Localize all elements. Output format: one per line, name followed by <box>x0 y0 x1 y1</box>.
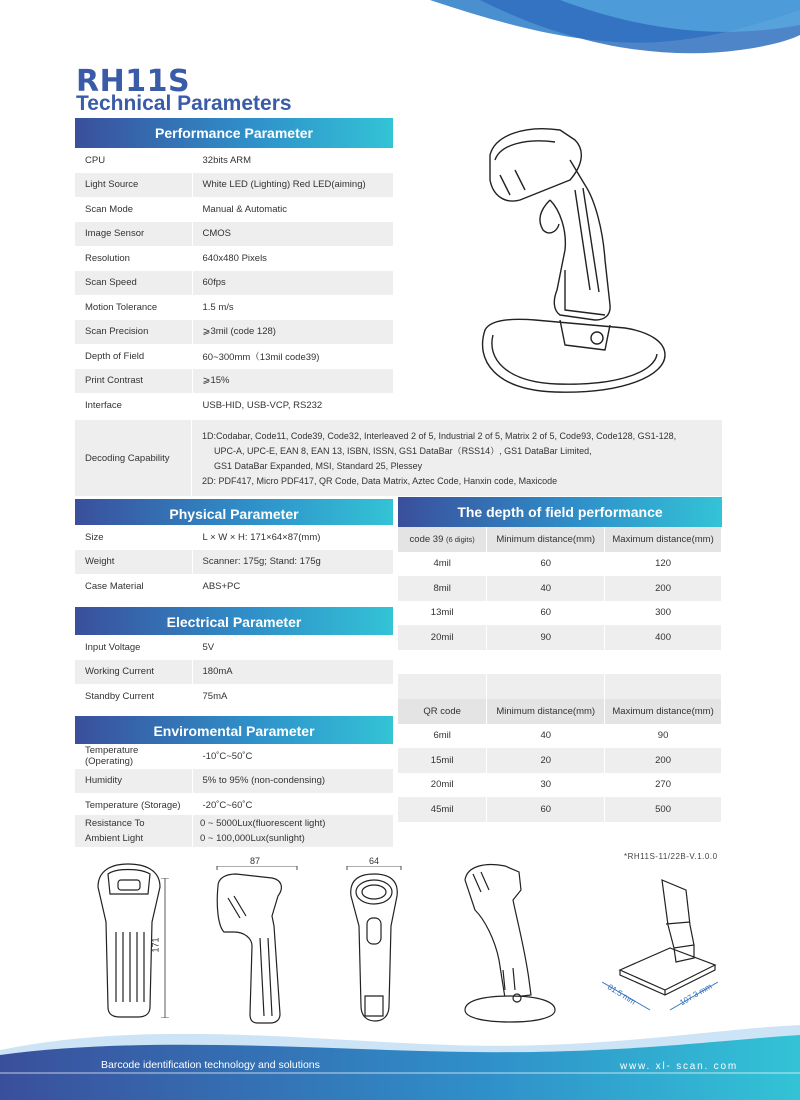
dof-code39-cell-c3: 300 <box>605 601 722 626</box>
performance-table <box>75 148 393 418</box>
electrical-label: Working Current <box>75 660 192 685</box>
electrical-value: 5V <box>192 635 393 660</box>
performance-value: White LED (Lighting) Red LED(aiming) <box>192 173 393 198</box>
dof-qr-header-c3: Maximum distance(mm) <box>605 699 722 724</box>
dof-code39-header-c1 <box>398 527 487 552</box>
performance-value: 1.5 m/s <box>192 295 393 320</box>
dof-qr-row <box>398 773 722 798</box>
dof-qr-header-c2: Minimum distance(mm) <box>487 699 605 724</box>
performance-value: 60fps <box>192 271 393 296</box>
dof-qr-empty-cell <box>487 822 605 847</box>
dof-code39-cell-c1: 4mil <box>398 552 487 577</box>
environmental-value: 5% to 95% (non-condensing) <box>192 769 393 794</box>
electrical-row <box>75 684 393 709</box>
electrical-section-header: Electrical Parameter <box>75 607 393 637</box>
dof-qr-empty-row <box>398 822 722 847</box>
performance-value: 60~300mm（13mil code39) <box>192 344 393 369</box>
bottom-wave-decoration <box>0 1010 800 1100</box>
stand-side-drawing <box>455 860 565 1025</box>
environmental-table <box>75 744 393 818</box>
dof-code39-cell-c2: 60 <box>487 552 605 577</box>
physical-label: Case Material <box>75 574 192 599</box>
performance-row <box>75 271 393 296</box>
environmental-row <box>75 744 393 769</box>
performance-value: ⩾3mil (code 128) <box>192 320 393 345</box>
environmental-row <box>75 793 393 818</box>
performance-label: Scan Speed <box>75 271 192 296</box>
dof-qr-empty-cell <box>398 822 487 847</box>
dof-code39-header-row <box>398 527 722 552</box>
dof-code39-cell-c1: 20mil <box>398 625 487 650</box>
dof-qr-header-c1: QR code <box>398 699 487 724</box>
top-view-drawing <box>345 866 405 1026</box>
performance-value: 640x480 Pixels <box>192 246 393 271</box>
physical-value: Scanner: 175g; Stand: 175g <box>192 550 393 575</box>
dof-code39-row <box>398 552 722 577</box>
performance-row <box>75 197 393 222</box>
physical-value: L × W × H: 171×64×87(mm) <box>192 525 393 550</box>
height-dimension-line <box>160 878 170 1018</box>
performance-value: USB-HID, USB-VCP, RS232 <box>192 393 393 418</box>
physical-table <box>75 525 393 599</box>
environmental-label: Temperature (Storage) <box>75 793 192 818</box>
performance-section-header: Performance Parameter <box>75 118 393 148</box>
dof-code39-header-c3: Maximum distance(mm) <box>605 527 722 552</box>
environmental-label: Humidity <box>75 769 192 794</box>
dof-code39-cell-c3: 120 <box>605 552 722 577</box>
performance-row <box>75 295 393 320</box>
decoding-line-4: 2D: PDF417, Micro PDF417, QR Code, Data Matrix, Aztec Code, Hanxin code, Maxicode <box>202 476 558 486</box>
electrical-row <box>75 660 393 685</box>
decoding-line-2: UPC-A, UPC-E, EAN 8, EAN 13, ISBN, ISSN, GS1 DataBar（RSS14）, GS1 DataBar Limited, <box>214 446 592 456</box>
electrical-value: 180mA <box>192 660 393 685</box>
dof-qr-cell-c3: 200 <box>605 748 722 773</box>
dof-code39-empty-row <box>398 650 722 675</box>
dof-code39-cell-c1: 8mil <box>398 576 487 601</box>
performance-value: ⩾15% <box>192 369 393 394</box>
performance-row <box>75 173 393 198</box>
electrical-label: Input Voltage <box>75 635 192 660</box>
performance-row <box>75 344 393 369</box>
dof-code39-cell-c2: 60 <box>487 601 605 626</box>
performance-value: Manual & Automatic <box>192 197 393 222</box>
dof-code39-cell-c2: 90 <box>487 625 605 650</box>
physical-label: Size <box>75 525 192 550</box>
stand-depth-dimension-label: 81.5 mm <box>605 982 638 1007</box>
environmental-row <box>75 769 393 794</box>
dof-code39-empty-cell <box>605 650 722 675</box>
dof-code39-cell-c2: 40 <box>487 576 605 601</box>
dof-code39-row <box>398 625 722 650</box>
performance-label: CPU <box>75 148 192 173</box>
physical-row <box>75 574 393 599</box>
dof-code39-empty-cell <box>487 674 605 699</box>
performance-label: Light Source <box>75 173 192 198</box>
page-subtitle: Technical Parameters <box>76 92 292 115</box>
ambient-label <box>75 815 192 847</box>
performance-row <box>75 393 393 418</box>
dof-code39-cell-c1: 13mil <box>398 601 487 626</box>
ambient-value <box>192 815 325 847</box>
electrical-table <box>75 635 393 709</box>
dof-qr-cell-c2: 20 <box>487 748 605 773</box>
ambient-value-line-2: 0 ~ 100,000Lux(sunlight) <box>200 833 305 844</box>
footer-tagline: Barcode identification technology and solutions <box>101 1059 320 1071</box>
stand-isometric-drawing <box>590 870 730 1020</box>
dof-qr-table <box>398 699 722 846</box>
dof-code39-row <box>398 576 722 601</box>
height-dimension-label: 171 <box>150 937 161 953</box>
performance-label: Scan Precision <box>75 320 192 345</box>
dof-code39-empty-row <box>398 674 722 699</box>
dof-qr-cell-c1: 6mil <box>398 724 487 749</box>
stand-width-dimension-label: 107.3 mm <box>678 981 714 1008</box>
performance-label: Image Sensor <box>75 222 192 247</box>
dof-qr-cell-c2: 30 <box>487 773 605 798</box>
performance-row <box>75 148 393 173</box>
dof-qr-cell-c2: 60 <box>487 797 605 822</box>
performance-label: Scan Mode <box>75 197 192 222</box>
dof-code39-cell-c3: 200 <box>605 576 722 601</box>
dof-qr-cell-c3: 270 <box>605 773 722 798</box>
dof-code39-row <box>398 601 722 626</box>
dof-qr-cell-c1: 20mil <box>398 773 487 798</box>
performance-value: CMOS <box>192 222 393 247</box>
footer-website-link[interactable]: www. xl- scan. com <box>620 1061 738 1072</box>
performance-value: 32bits ARM <box>192 148 393 173</box>
dof-qr-cell-c1: 45mil <box>398 797 487 822</box>
dof-code39-empty-cell <box>398 650 487 675</box>
dof-qr-row <box>398 797 722 822</box>
physical-row <box>75 550 393 575</box>
decoding-line-1: 1D:Codabar, Code11, Code39, Code32, Interleaved 2 of 5, Industrial 2 of 5, Matrix 2 of 5, Code93, Code128, GS1-128, <box>202 431 677 441</box>
dof-code39-cell-c3: 400 <box>605 625 722 650</box>
performance-row <box>75 320 393 345</box>
dof-code39-empty-cell <box>605 674 722 699</box>
decoding-line-3: GS1 DataBar Expanded, MSI, Standard 25, Plessey <box>214 461 423 471</box>
physical-value: ABS+PC <box>192 574 393 599</box>
ambient-light-row <box>75 815 393 847</box>
length-dimension-label: 87 <box>250 856 261 866</box>
dof-qr-row <box>398 748 722 773</box>
dof-qr-cell-c2: 40 <box>487 724 605 749</box>
performance-label: Motion Tolerance <box>75 295 192 320</box>
model-title: RH11S <box>76 64 191 99</box>
dof-qr-cell-c3: 500 <box>605 797 722 822</box>
dof-qr-header-row <box>398 699 722 724</box>
performance-row <box>75 222 393 247</box>
physical-section-header: Physical Parameter <box>75 499 393 529</box>
document-version: *RH11S-11/22B-V.1.0.0 <box>624 852 718 861</box>
performance-label: Resolution <box>75 246 192 271</box>
dof-qr-empty-cell <box>605 822 722 847</box>
dof-code39-header-c2: Minimum distance(mm) <box>487 527 605 552</box>
electrical-value: 75mA <box>192 684 393 709</box>
environmental-label: Temperature (Operating) <box>75 744 192 769</box>
width-dimension-label: 64 <box>369 856 380 866</box>
environmental-value: -20˚C~60˚C <box>192 793 393 818</box>
dof-code39-empty-cell <box>487 650 605 675</box>
electrical-label: Standby Current <box>75 684 192 709</box>
performance-label: Interface <box>75 393 192 418</box>
dof-qr-cell-c1: 15mil <box>398 748 487 773</box>
performance-label: Depth of Field <box>75 344 192 369</box>
decoding-label: Decoding Capability <box>75 420 192 496</box>
top-wave-decoration <box>0 0 800 70</box>
performance-label: Print Contrast <box>75 369 192 394</box>
environmental-section-header: Enviromental Parameter <box>75 716 393 746</box>
ambient-label-line-1: Resistance To <box>85 818 145 829</box>
dof-code39-table <box>398 527 722 699</box>
dof-qr-cell-c3: 90 <box>605 724 722 749</box>
decoding-value <box>192 420 686 496</box>
ambient-label-line-2: Ambient Light <box>85 833 144 844</box>
performance-row <box>75 369 393 394</box>
electrical-row <box>75 635 393 660</box>
decoding-capability-row <box>75 420 722 496</box>
dof-code39-empty-cell <box>398 674 487 699</box>
performance-row <box>75 246 393 271</box>
physical-label: Weight <box>75 550 192 575</box>
ambient-value-line-1: 0 ~ 5000Lux(fluorescent light) <box>200 818 326 829</box>
dof-code39-header-label: code 39 <box>409 533 444 545</box>
scanner-with-stand-illustration <box>465 120 675 400</box>
dof-qr-row <box>398 724 722 749</box>
dof-code39-header-note: (6 digits) <box>446 534 475 544</box>
dof-section-header: The depth of field performance <box>398 497 722 527</box>
side-view-drawing <box>212 866 302 1026</box>
physical-row <box>75 525 393 550</box>
environmental-value: -10˚C~50˚C <box>192 744 393 769</box>
